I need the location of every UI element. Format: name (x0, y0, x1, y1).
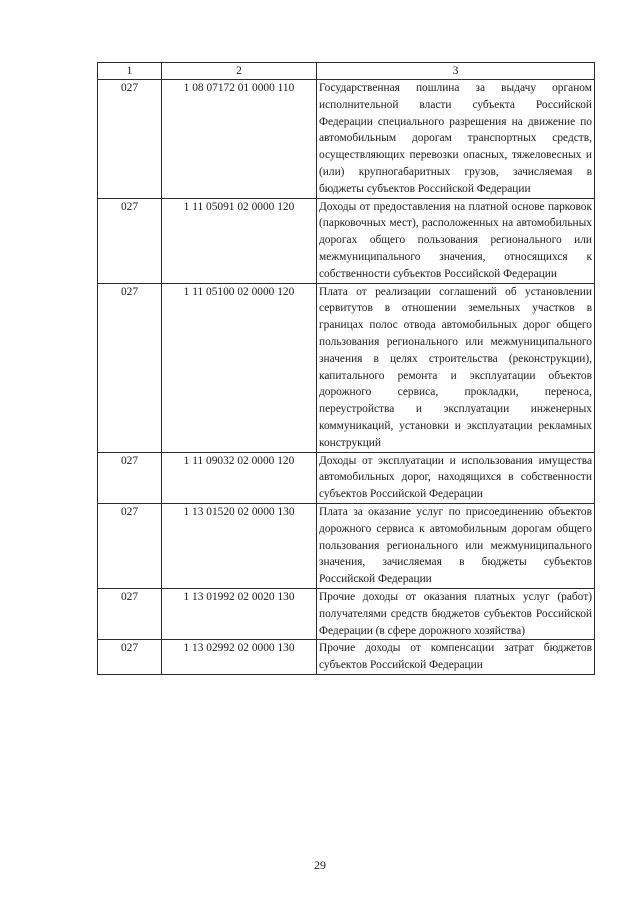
table-row (98, 588, 595, 639)
column-header-3: 3 (317, 63, 595, 80)
table-row (98, 198, 595, 283)
kbk-code-cell: 1 13 02992 02 0000 130 (162, 640, 317, 675)
kbk-code-cell: 1 11 09032 02 0000 120 (162, 452, 317, 503)
admin-code-cell: 027 (98, 198, 162, 283)
revenue-name-cell: Доходы от предоставления на платной основе парковок (парковочных мест), расположенных на автомобильных дорогах общего пользования регионального или межмуниципального значения, относящихся к собственности субъектов Российской Федерации (317, 198, 595, 283)
table-row (98, 452, 595, 503)
table-row (98, 503, 595, 588)
kbk-code-cell: 1 13 01520 02 0000 130 (162, 503, 317, 588)
page-number: 29 (314, 858, 326, 872)
table-header-row (98, 63, 595, 80)
kbk-code-cell: 1 11 05091 02 0000 120 (162, 198, 317, 283)
column-header-2: 2 (162, 63, 317, 80)
revenue-codes-table (97, 62, 595, 675)
admin-code-cell: 027 (98, 452, 162, 503)
table-row (98, 283, 595, 452)
revenue-name-cell: Плата от реализации соглашений об установлении сервитутов в отношении земельных участков в границах полос отвода автомобильных дорог общего пользования регионального или межмуниципального значения в целях строительства (реконструкции), капитального ремонта и эксплуатации объектов дорожного сервиса, прокладки, переноса, переустройства и эксплуатации инженерных коммуникаций, установки и эксплуатации рекламных конструкций (317, 283, 595, 452)
revenue-name-cell: Плата за оказание услуг по присоединению объектов дорожного сервиса к автомобильным дорогам общего пользования регионального или межмуниципального значения, зачисляемая в бюджеты субъектов Российской Федерации (317, 503, 595, 588)
admin-code-cell: 027 (98, 80, 162, 199)
revenue-name-cell: Прочие доходы от компенсации затрат бюджетов субъектов Российской Федерации (317, 640, 595, 675)
revenue-name-cell: Доходы от эксплуатации и использования имущества автомобильных дорог, находящихся в собственности субъектов Российской Федерации (317, 452, 595, 503)
kbk-code-cell: 1 13 01992 02 0020 130 (162, 588, 317, 639)
table-row (98, 80, 595, 199)
kbk-code-cell: 1 11 05100 02 0000 120 (162, 283, 317, 452)
kbk-code-cell: 1 08 07172 01 0000 110 (162, 80, 317, 199)
revenue-name-cell: Прочие доходы от оказания платных услуг (работ) получателями средств бюджетов субъектов Российской Федерации (в сфере дорожного хозяйства) (317, 588, 595, 639)
revenue-name-cell: Государственная пошлина за выдачу органом исполнительной власти субъекта Российской Федерации специального разрешения на движение по автомобильным дорогам транспортных средств, осуществляющих перевозки опасных, тяжеловесных и (или) крупногабаритных грузов, зачисляемая в бюджеты субъектов Российской Федерации (317, 80, 595, 199)
column-header-1: 1 (98, 63, 162, 80)
admin-code-cell: 027 (98, 640, 162, 675)
admin-code-cell: 027 (98, 503, 162, 588)
table-row (98, 640, 595, 675)
admin-code-cell: 027 (98, 588, 162, 639)
admin-code-cell: 027 (98, 283, 162, 452)
